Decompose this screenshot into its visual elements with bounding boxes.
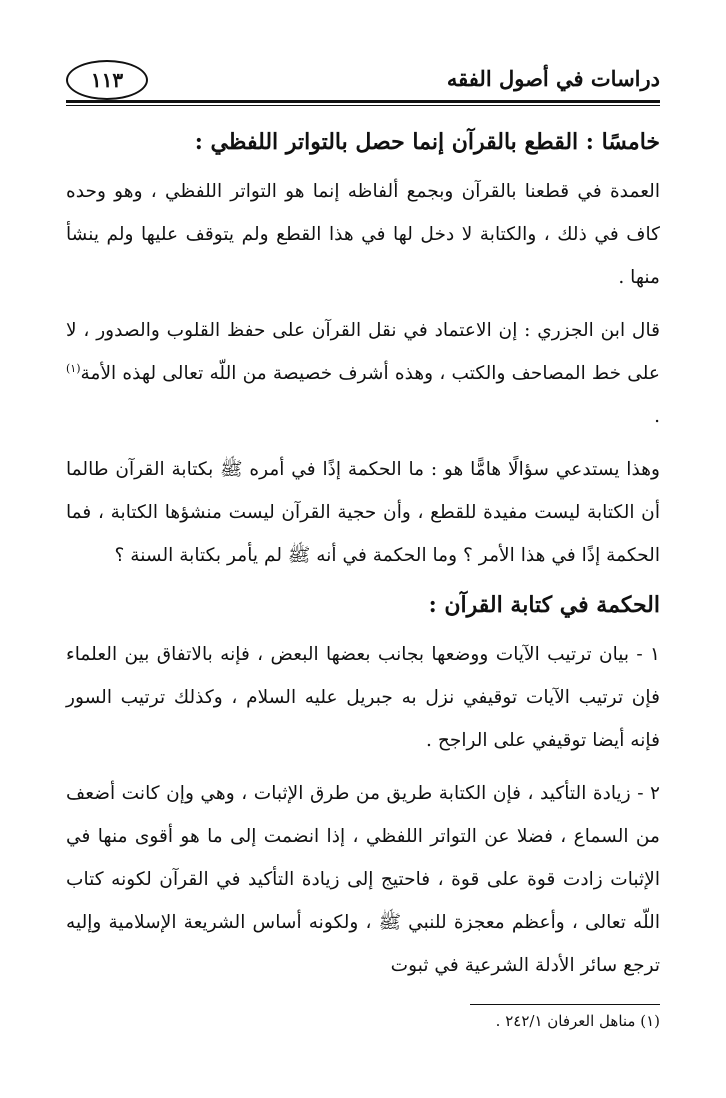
page-number: ١١٣	[66, 60, 148, 100]
section-heading-fifth: خامسًا : القطع بالقرآن إنما حصل بالتواتر اللفظي :	[194, 129, 660, 155]
footnote-marker: (١)	[66, 361, 81, 375]
paragraph-question-wisdom: وهذا يستدعي سؤالًا هامًّا هو : ما الحكمة إذًا في أمره ﷺ بكتابة القرآن طالما أن الكتابة ليست مفيدة للقطع ، وأن حجية القرآن ليست منشؤها الكتابة ، فما الحكمة إذًا في هذا الأمر ؟ وما الحكمة في أنه ﷺ لم يأمر بكتابة السنة ؟	[66, 459, 660, 566]
footnote-1: (١) مناهل العرفان ٢٤٢/١ .	[495, 1012, 660, 1030]
footnote-separator	[470, 1004, 660, 1005]
paragraph-point-two: ٢ - زيادة التأكيد ، فإن الكتابة طريق من طرق الإثبات ، وهي وإن كانت أضعف من السماع ، فضلا عن التواتر اللفظي ، إذا انضمت إلى ما هو أقوى منها في الإثبات زادت قوة على قوة ، فاحتيج إلى زيادة التأكيد في القرآن لكونه كتاب اللّه تعالى ، وأعظم معجزة للنبي ﷺ ، ولكونه أساس الشريعة الإسلامية وإليه ترجع سائر الأدلة الشرعية في ثبوت	[66, 783, 660, 976]
paragraph-point-one: ١ - بيان ترتيب الآيات ووضعها بجانب بعضها البعض ، فإنه بالاتفاق بين العلماء فإن ترتيب الآيات توقيفي نزل به جبريل عليه السلام ، وكذلك ترتيب السور فإنه أيضا توقيفي على الراجح .	[66, 644, 660, 751]
paragraph-end-mark: .	[654, 406, 660, 427]
page-body	[66, 118, 660, 987]
paragraph-reliance-on-tawatur: العمدة في قطعنا بالقرآن وبجمع ألفاظه إنما هو التواتر اللفظي ، وهو وحده كاف في ذلك ، والكتابة لا دخل لها في هذا القطع ولم يتوقف عليها ولم ينشأ منها .	[66, 181, 660, 288]
paragraph-ibn-al-jazari-text: قال ابن الجزري : إن الاعتماد في نقل القرآن على حفظ القلوب والصدور ، لا على خط المصاحف والكتب ، وهذه أشرف خصيصة من اللّه تعالى لهذه الأمة	[66, 320, 660, 384]
header-rule-thin	[66, 105, 660, 106]
running-header-title: دراسات في أصول الفقه	[446, 66, 660, 91]
header-rule	[66, 100, 660, 103]
paragraph-ibn-al-jazari-quote	[66, 309, 660, 438]
section-heading-wisdom: الحكمة في كتابة القرآن :	[428, 592, 660, 618]
